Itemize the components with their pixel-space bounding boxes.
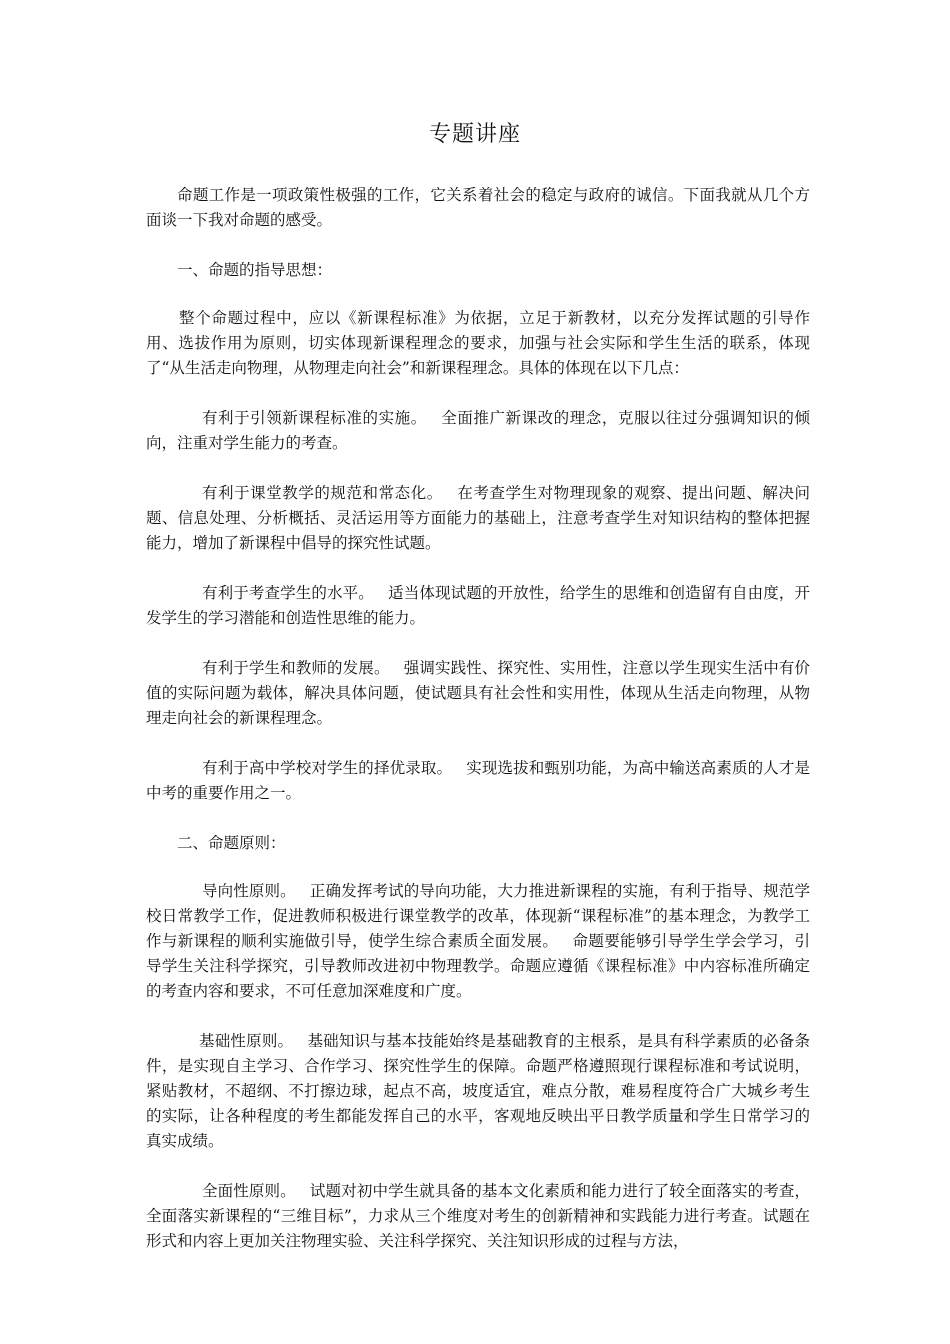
document-body	[146, 183, 810, 1279]
guiding-point-text: 在考查学生对物理现象的观察、提出问题、解决问题、信息处理、分析概括、灵活运用等方面能力的基础上，注意考查学生对知识结构的整体把握能力，增加了新课程中倡导的探究性试题。	[146, 484, 810, 552]
guiding-point-text: 全面推广新课改的理念，克服以往过分强调知识的倾向，注重对学生能力的考查。	[146, 409, 810, 452]
principle-comprehensive	[146, 1179, 810, 1254]
intro-paragraph: 命题工作是一项政策性极强的工作，它关系着社会的稳定与政府的诚信。下面我就从几个方面谈一下我对命题的感受。	[146, 186, 810, 229]
principle-lead: 全面性原则。	[202, 1182, 296, 1200]
guiding-point-lead: 有利于课堂教学的规范和常态化。	[202, 484, 443, 502]
principle-guidance	[146, 879, 810, 1004]
principle-text: 正确发挥考试的导向功能，大力推进新课程的实施，有利于指导、规范学校日常教学工作，促进教师积极进行课堂教学的改革，体现新“课程标准”的基本理念，为教学工作与新课程的顺利实施做引导，使学生综合素质全面发展。	[146, 882, 810, 950]
section-heading-principles: 二、命题原则：	[177, 834, 286, 852]
principle-foundation	[146, 1029, 810, 1154]
guiding-point-5	[146, 756, 810, 806]
guiding-point-text: 强调实践性、探究性、实用性，注意以学生现实生活中有价值的实际问题为载体，解决具体问题，使试题具有社会性和实用性，体现从生活走向物理，从物理走向社会的新课程理念。	[146, 659, 810, 727]
guiding-point-lead: 有利于学生和教师的发展。	[202, 659, 390, 677]
guiding-point-3	[146, 581, 810, 631]
guiding-point-lead: 有利于高中学校对学生的择优录取。	[202, 759, 453, 777]
principle-text: 试题对初中学生就具备的基本文化素质和能力进行了较全面落实的考查，全面落实新课程的“三维目标”，力求从三个维度对考生的创新精神和实践能力进行考查。试题在形式和内容上更加关注物理实验、关注科学探究、关注知识形成的过程与方法，	[146, 1182, 810, 1250]
guiding-point-lead: 有利于引领新课程标准的实施。	[202, 409, 427, 427]
guiding-point-lead: 有利于考查学生的水平。	[202, 584, 374, 602]
guiding-point-2	[146, 481, 810, 556]
section-heading-guiding-ideas: 一、命题的指导思想：	[177, 261, 333, 279]
guiding-point-text: 实现选拔和甄别功能，为高中输送高素质的人才是中考的重要作用之一。	[146, 759, 810, 802]
principle-text: 基础知识与基本技能始终是基础教育的主根系，是具有科学素质的必备条件，是实现自主学习、合作学习、探究性学生的保障。命题严格遵照现行课程标准和考试说明，紧贴教材，不超纲、不打擦边球，起点不高，坡度适宜，难点分散，难易程度符合广大城乡考生的实际，让各种程度的考生都能发挥自己的水平，客观地反映出平日教学质量和学生日常学习的真实成绩。	[146, 1032, 810, 1150]
principle-lead: 基础性原则。	[199, 1032, 294, 1050]
principle-text-continued: 命题要能够引导学生学会学习，引导学生关注科学探究，引导教师改进初中物理教学。命题应遵循《课程标准》中内容标准所确定的考查内容和要求，不可任意加深难度和广度。	[146, 932, 810, 1000]
guiding-ideas-paragraph: 整个命题过程中，应以《新课程标准》为依据，立足于新教材，以充分发挥试题的引导作用、选拔作用为原则，切实体现新课程理念的要求，加强与社会实际和学生生活的联系，体现了“从生活走向物理，从物理走向社会”和新课程理念。具体的体现在以下几点：	[146, 309, 810, 377]
guiding-point-4	[146, 656, 810, 731]
guiding-point-text: 适当体现试题的开放性，给学生的思维和创造留有自由度，开发学生的学习潜能和创造性思维的能力。	[146, 584, 810, 627]
page-title: 专题讲座	[428, 122, 521, 147]
guiding-point-1	[146, 406, 810, 456]
principle-lead: 导向性原则。	[202, 882, 296, 900]
